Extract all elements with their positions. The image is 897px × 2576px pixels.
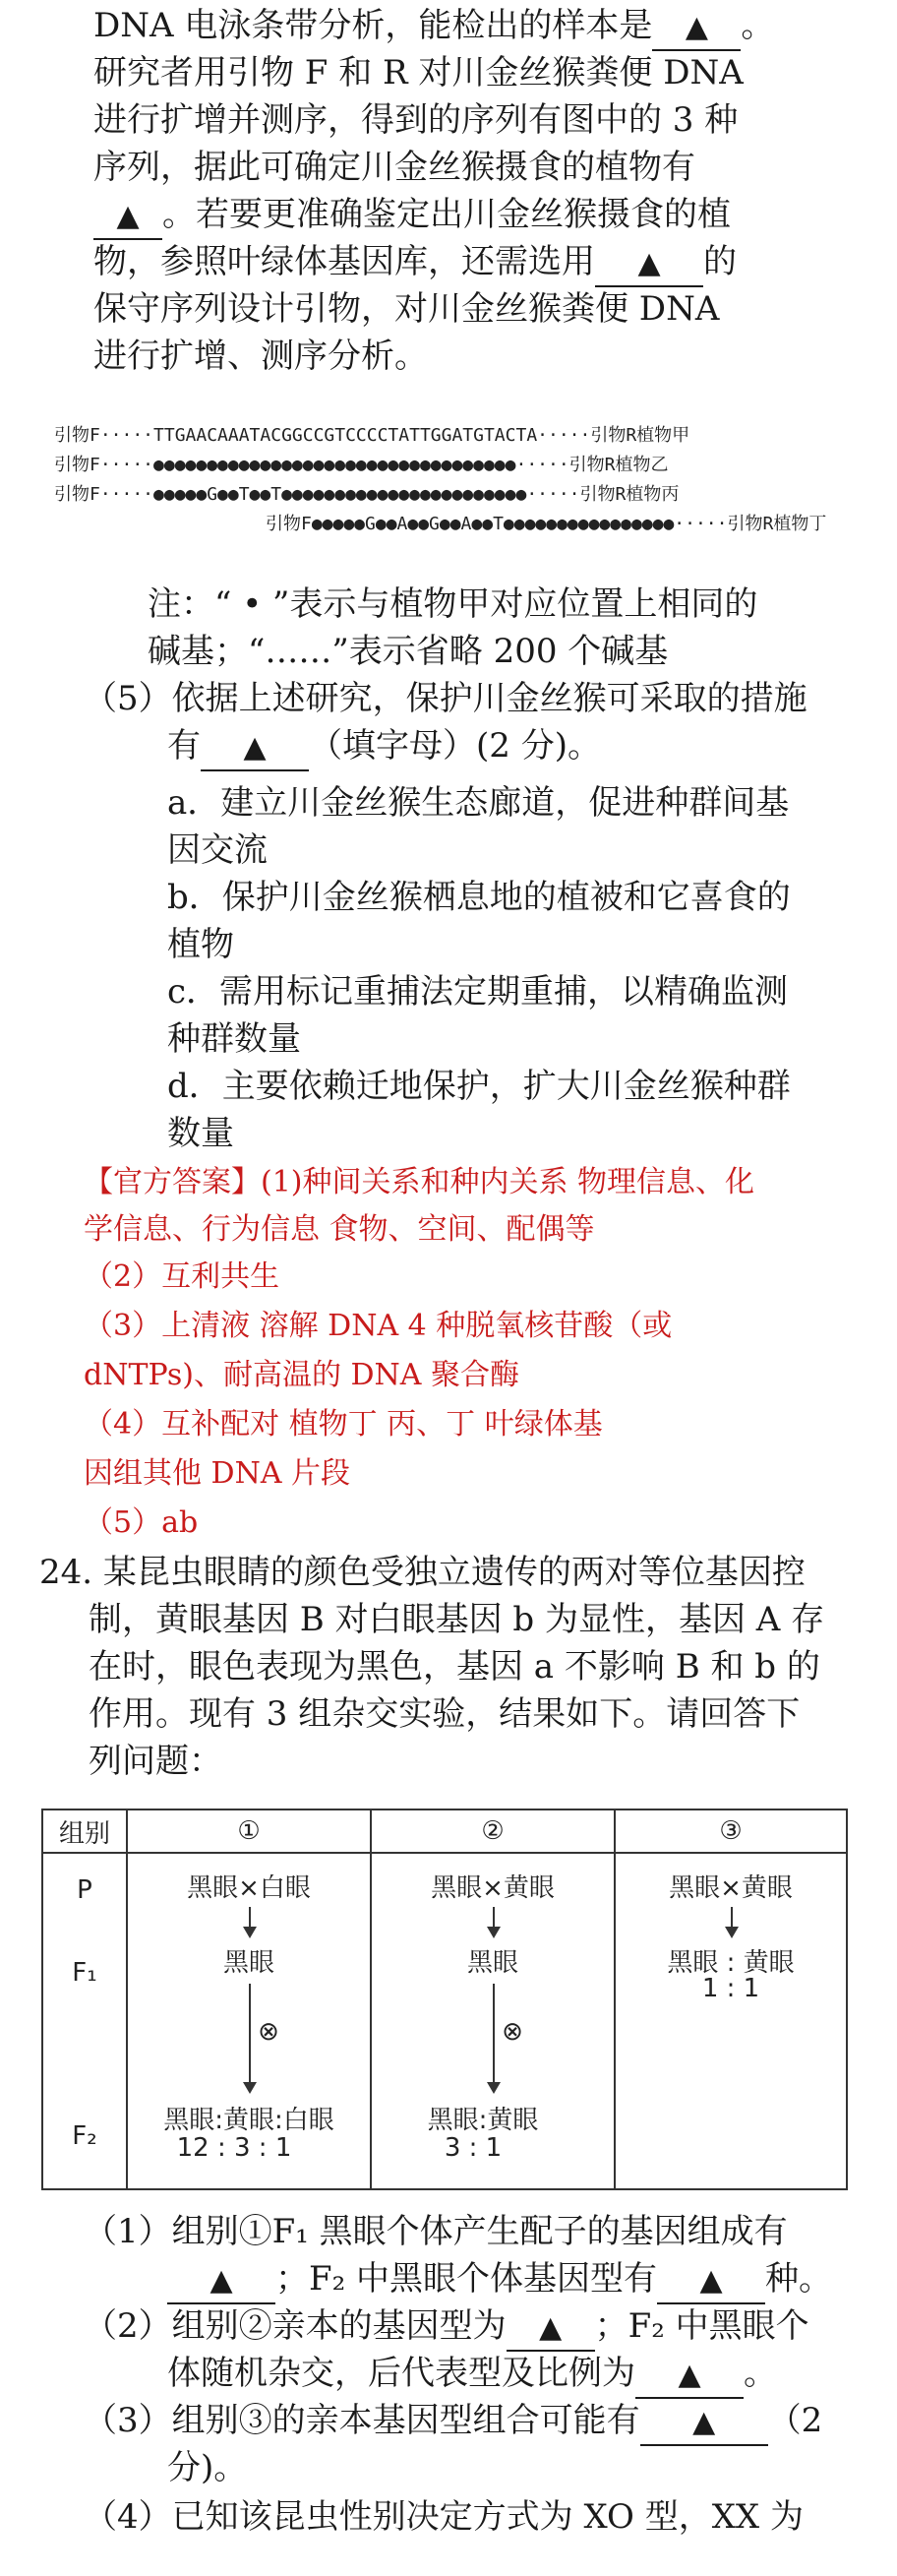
answer-blank [201,724,309,771]
g2-f2-phenotypes: 黑眼:黄眼 [427,2106,539,2135]
g1-f2-phenotypes: 黑眼:黄眼:白眼 [163,2106,334,2135]
sequence-plant-jia: 引物F·····TTGAACAAATACGGCCGTCCCCTATTGGATGTACTA·····引物R植物甲 [54,425,690,446]
answer-blank [595,240,703,287]
text-line: ▲ 。若要更准确鉴定出川金丝猴摄食的植 [93,193,731,240]
text-line: ▲ ；F₂ 中黑眼个体基因型有 ▲ 种。 [167,2257,832,2304]
triangle-marker: ▲ [637,246,661,280]
g2-f1: 黑眼 [466,1948,518,1978]
text-line: 研究者用引物 F 和 R 对川金丝猴粪便 DNA [93,53,744,92]
table-header-3: ③ [615,1809,847,1853]
sequence-plant-yi: 引物F·····●●●●●●●●●●●●●●●●●●●●●●●●●●●●●●●●●●·····引物R植物乙 [54,455,669,475]
question-24-3: （3）组别③的亲本基因型组合可能有 ▲ （2 [84,2399,822,2446]
cross-experiment-table [41,1809,848,2190]
text-line: 制，黄眼基因 B 对白眼基因 b 为显性，基因 A 存 [89,1600,825,1639]
answer-line: 学信息、行为信息 食物、空间、配偶等 [84,1212,595,1247]
triangle-marker: ▲ [699,2263,723,2298]
option-b: b．保护川金丝猴栖息地的植被和它喜食的 [167,878,791,917]
g1-f1: 黑眼 [222,1948,274,1978]
text-line: 作用。现有 3 组杂交实验，结果如下。请回答下 [89,1694,801,1734]
g3-f1-phenotypes: 黑眼 : 黄眼 [667,1948,795,1978]
option-c: c．需用标记重捕法定期重捕，以精确监测 [167,972,789,1012]
g1-f2-ratio: 12 : 3 : 1 [176,2133,292,2163]
note-line: 碱基；“……”表示省略 200 个碱基 [148,632,669,671]
answer-line: （5）ab [84,1505,199,1540]
arrow-down-icon [731,1907,733,1936]
row-label-f1: F₁ [72,1958,97,1988]
text-line: 进行扩增并测序，得到的序列有图中的 3 种 [93,100,739,140]
text-line: 在时，眼色表现为黑色，基因 a 不影响 B 和 b 的 [89,1647,820,1687]
g3-parents: 黑眼×黄眼 [669,1873,793,1903]
sequence-plant-bing: 引物F·····●●●●●G●●T●●T●●●●●●●●●●●●●●●●●●●●●●●·····引物R植物丙 [54,484,680,505]
triangle-marker: ▲ [539,2310,563,2345]
question-5: （5）依据上述研究，保护川金丝猴可采取的措施 [84,679,807,718]
triangle-marker: ▲ [685,10,708,44]
answer-line: （2）互利共生 [84,1259,280,1294]
g2-parents: 黑眼×黄眼 [431,1873,555,1903]
g2-f2-ratio: 3 : 1 [444,2133,503,2163]
table-header-1: ① [127,1809,371,1853]
arrow-down-icon [493,1907,495,1936]
answer-line: 【官方答案】(1)种间关系和种内关系 物理信息、化 [84,1165,755,1199]
table-header-group: 组别 [42,1809,127,1853]
answer-line: 因组其他 DNA 片段 [84,1456,351,1491]
question-24-1: （1）组别①F₁ 黑眼个体产生配子的基因组成有 [84,2212,788,2251]
option-b-cont: 植物 [167,925,234,964]
option-a-cont: 因交流 [167,830,268,870]
self-cross-icon: ⊗ [258,2017,279,2047]
g3-f1-ratio: 1 : 1 [701,1974,760,2003]
answer-blank [93,193,162,240]
answer-blank [652,4,741,51]
answer-blank [167,2257,275,2304]
row-labels [42,1853,127,2189]
text-line: 保守序列设计引物，对川金丝猴粪便 DNA [93,289,720,329]
arrow-down-icon [249,1907,251,1936]
text-line: 分)。 [167,2448,248,2487]
row-label-f2: F₂ [72,2121,97,2151]
question-24-4: （4）已知该昆虫性别决定方式为 XO 型，XX 为 [84,2497,804,2537]
question-24: 24. 某昆虫眼睛的颜色受独立遗传的两对等位基因控 [39,1553,806,1592]
text-line: 进行扩增、测序分析。 [93,337,428,376]
option-c-cont: 种群数量 [167,1019,301,1059]
answer-blank [635,2352,744,2399]
option-a: a．建立川金丝猴生态廊道，促进种群间基 [167,783,790,823]
answer-line: （4）互补配对 植物丁 丙、丁 叶绿体基 [84,1407,603,1441]
group-3-cell [615,1853,847,2189]
text-line: 序列，据此可确定川金丝猴摄食的植物有 [93,148,695,187]
option-d-cont: 数量 [167,1114,234,1153]
text-line: DNA 电泳条带分析，能检出的样本是 ▲ 。 [93,4,774,51]
answer-line: dNTPs)、耐高温的 DNA 聚合酶 [84,1358,519,1392]
triangle-marker: ▲ [678,2358,701,2392]
text-line: 列问题： [89,1742,222,1781]
triangle-marker: ▲ [243,730,267,765]
sequence-plant-ding: 引物F●●●●●G●●A●●G●●A●●T●●●●●●●●●●●●●●●●·····引物R植物丁 [266,514,827,534]
triangle-marker: ▲ [692,2405,716,2439]
table-header-2: ② [371,1809,615,1853]
option-d: d．主要依赖迁地保护，扩大川金丝猴种群 [167,1067,791,1106]
text-line: 物，参照叶绿体基因库，还需选用 ▲ 的 [93,240,737,287]
row-label-p: P [77,1875,92,1905]
answer-blank [640,2399,768,2446]
note-line: 注：“ • ”表示与植物甲对应位置上相同的 [148,584,758,624]
triangle-marker: ▲ [116,199,140,233]
question-24-2: （2）组别②亲本的基因型为 ▲ ；F₂ 中黑眼个 [84,2304,809,2352]
triangle-marker: ▲ [209,2263,233,2298]
answer-line: （3）上清液 溶解 DNA 4 种脱氧核苷酸（或 [84,1309,673,1343]
answer-blank [507,2304,595,2352]
text-line: 体随机杂交，后代表型及比例为 ▲ 。 [167,2352,777,2399]
g1-parents: 黑眼×白眼 [187,1873,311,1903]
self-cross-icon: ⊗ [502,2017,523,2047]
group-1-cell [127,1853,371,2189]
text-line: 有 ▲ （填字母）(2 分)。 [167,724,601,771]
answer-blank [657,2257,765,2304]
group-2-cell [371,1853,615,2189]
